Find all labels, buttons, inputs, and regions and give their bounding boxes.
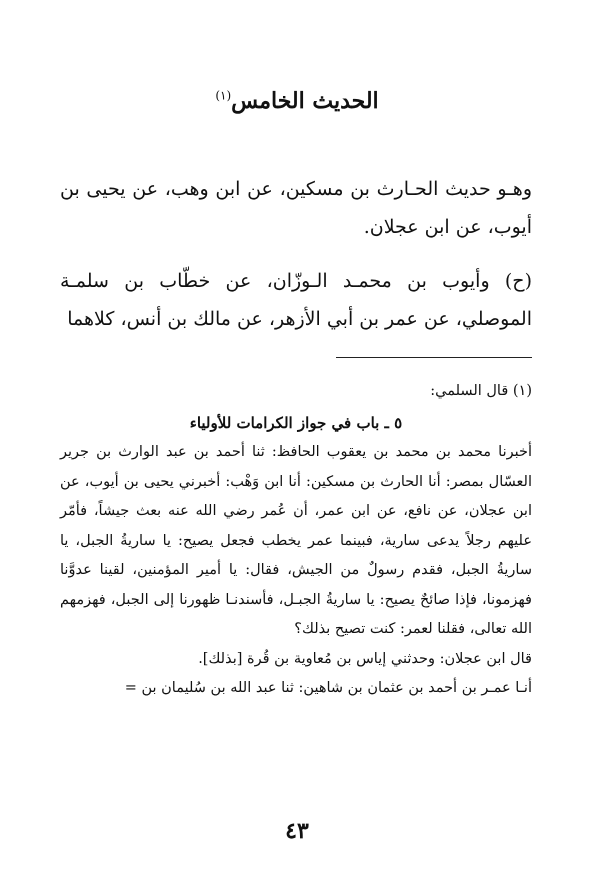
main-text [60, 170, 532, 338]
footnote-paragraph: أنـا عمـر بن أحمد بن عثمان بن شاهين: ثنا عبد الله بن سُليمان بن = [124, 680, 532, 696]
title-footnote-marker: (١) [215, 88, 232, 103]
title-text: الحديث الخامس [231, 88, 379, 114]
footnote-lead: (١) قال السلمي: [430, 383, 532, 399]
footnote-separator [336, 357, 532, 358]
footnote-paragraph: قال ابن عجلان: وحدثني إياس بن مُعاوية بن قُرة [بذلك]. [198, 650, 532, 667]
footnote-paragraph: أخبرنا محمد بن محمد بن يعقوب الحافظ: ثنا أحمد بن عبد الوارث بن جرير العسّال بمصر: أنا الحارث بن مسكين: أنا ابن وَهْب: أخبرني يحيى بن أيوب، عن ابن عجلان، عن نافع، عن ابن عمر، أن عُمر رضي الله عنه بعث جيشاً، فأمّر عليهم رجلاً يدعى سارية، فبينما عمر يخطب فجعل يصيح: يا ساريةُ الجبل، يا ساريةُ الجبل، فقدم رسولٌ من الجيش، فقال: يا أمير المؤمنين، لقينا عدوَّنا فهزمونا، فإذا صائحٌ يصيح: يا ساريةُ الجبـل، فأسندنـا ظهورنا إلى الجبل، فهزمهم الله تعالى، فقلنا لعمر: كنت تصيح بذلك؟ [60, 444, 532, 637]
page-number: ٤٣ [285, 818, 309, 844]
main-paragraph: (ح) وأيوب بن محمـد الـوزّان، عن خطّاب بن سلمـة الموصلي، عن عمر بن أبي الأزهر، عن مالك بن أنس، كلاهما [60, 270, 532, 330]
page-title [0, 88, 594, 114]
main-paragraph: وهـو حديث الحـارث بن مسكين، عن ابن وهب، عن يحيى بن أيوب، عن ابن عجلان. [60, 178, 532, 238]
footnote-heading: ٥ ـ باب في جواز الكرامات للأولياء [189, 413, 403, 432]
footnote-section [60, 377, 532, 704]
